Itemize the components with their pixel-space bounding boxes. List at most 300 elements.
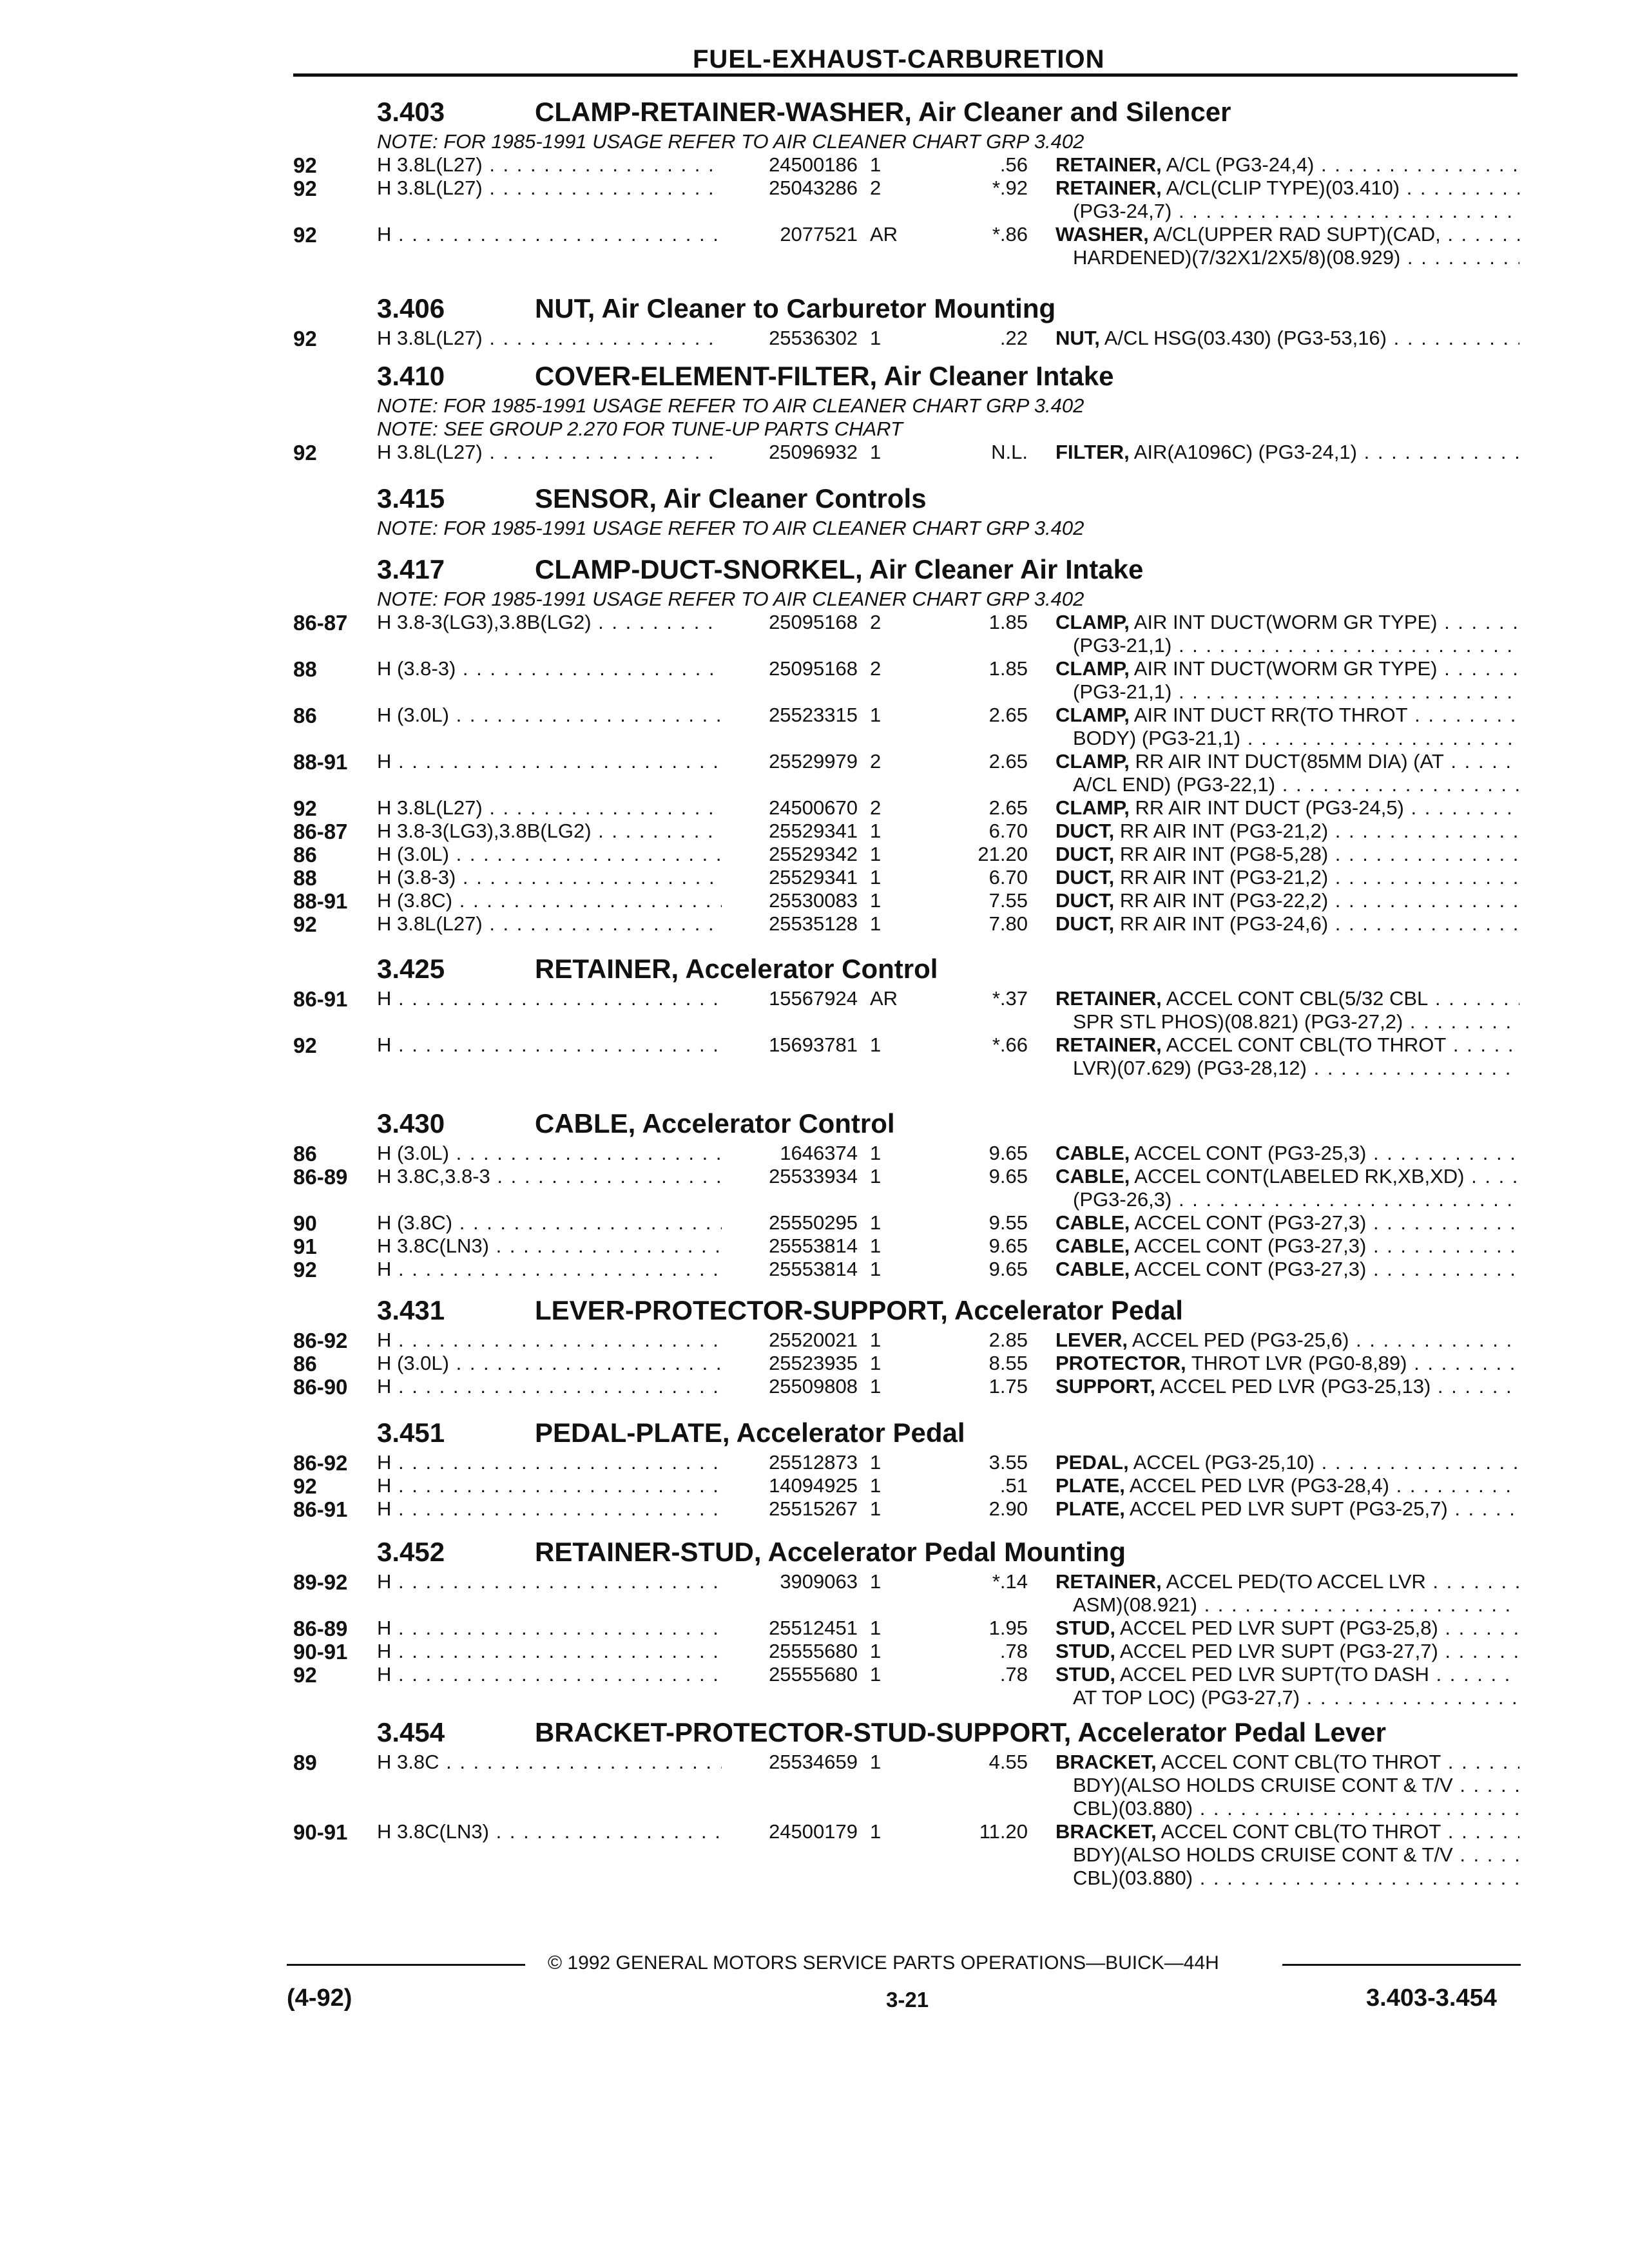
quantity: 1 [870,1142,882,1164]
part-description [1055,750,1519,773]
quantity: 1 [870,1375,882,1398]
price: *.86 [992,223,1028,245]
section-title: CLAMP-RETAINER-WASHER, Air Cleaner and Silencer [535,97,1231,127]
part-description-cont: AT TOP LOC) (PG3-27,7) . . . [1073,1686,1519,1709]
part-number: 25530083 [722,889,858,912]
part-row [0,820,1629,843]
part-name: CLAMP, [1055,611,1130,633]
part-description-cont: BODY) (PG3-21,1) . . . [1073,727,1519,750]
part-description [1055,611,1519,634]
part-name: SUPPORT, [1055,1375,1156,1398]
section-number: 3.454 [377,1717,445,1747]
price: *.92 [992,177,1028,199]
quantity: 1 [870,1820,882,1843]
part-detail: AIR INT DUCT(WORM GR TYPE) [1129,657,1438,680]
part-description [1055,1451,1519,1474]
model-year: 86-91 [293,987,348,1011]
price: *.66 [992,1033,1028,1056]
part-number: 25553814 [722,1235,858,1258]
model-code: H (3.8C) . . . [377,1211,725,1235]
quantity: 1 [870,327,882,349]
part-description [1055,912,1519,936]
part-detail: ACCEL CONT (PG3-27,3) [1130,1258,1367,1280]
part-detail: ACCEL PED LVR SUPT (PG3-27,7) [1115,1640,1438,1662]
model-year: 92 [293,1663,317,1687]
price: 11.20 [979,1820,1028,1843]
part-detail: ACCEL CONT CBL(TO THROT [1161,1033,1447,1056]
footer-rule-left [287,1964,525,1966]
model-year: 86 [293,704,317,727]
section-number: 3.452 [377,1537,445,1567]
model-code: H (3.0L) . . . [377,704,725,727]
price: 2.85 [988,1329,1028,1351]
model-year: 92 [293,912,317,936]
model-year: 86-89 [293,1165,348,1189]
model-year: 86 [293,1142,317,1166]
section-number: 3.403 [377,97,445,127]
part-row-continuation [0,680,1629,704]
section-title: BRACKET-PROTECTOR-STUD-SUPPORT, Accelerator Pedal Lever [535,1717,1386,1747]
part-number: 24500186 [722,153,858,177]
part-row-continuation [0,1686,1629,1709]
quantity: 1 [870,1640,882,1662]
part-detail: RR AIR INT DUCT(85MM DIA) (AT [1129,750,1444,773]
price: 1.85 [988,657,1028,680]
part-name: PROTECTOR, [1055,1352,1186,1374]
model-code: H . . . [377,1258,725,1281]
model-code: H . . . [377,1451,725,1474]
part-detail: AIR(A1096C) (PG3-24,1) [1129,441,1357,463]
part-detail: ACCEL CONT (PG3-27,3) [1130,1235,1367,1257]
model-code: H . . . [377,223,725,246]
section-title: COVER-ELEMENT-FILTER, Air Cleaner Intake [535,361,1114,391]
part-description-cont: (PG3-21,1) . . . [1073,680,1519,704]
part-row [0,1474,1629,1497]
part-name: CABLE, [1055,1258,1130,1280]
footer-rule-right [1282,1964,1521,1966]
section-number: 3.406 [377,293,445,323]
price: 1.75 [988,1375,1028,1398]
part-number: 25529342 [722,843,858,866]
part-name: STUD, [1055,1640,1115,1662]
part-row [0,704,1629,727]
part-description [1055,1235,1519,1258]
part-row [0,611,1629,634]
model-code: H . . . [377,1640,725,1663]
quantity: 1 [870,843,882,865]
part-detail: A/CL (PG3-24,4) [1161,153,1315,176]
part-row [0,889,1629,912]
part-number: 25512451 [722,1617,858,1640]
part-detail: ACCEL PED LVR SUPT (PG3-25,7) [1124,1497,1448,1520]
price: 6.70 [988,866,1028,889]
part-row [0,1352,1629,1375]
part-row [0,153,1629,177]
model-year: 90-91 [293,1640,348,1664]
model-year: 88 [293,657,317,681]
part-row-continuation [0,246,1629,269]
part-name: CABLE, [1055,1235,1130,1257]
part-detail: ACCEL CONT CBL(5/32 CBL [1161,987,1429,1010]
model-code: H (3.0L) . . . [377,1142,725,1165]
price: 2.65 [988,796,1028,819]
model-year: 92 [293,177,317,200]
part-detail: ACCEL CONT (PG3-25,3) [1130,1142,1367,1164]
quantity: 1 [870,1258,882,1280]
model-year: 88-91 [293,750,348,774]
model-code: H 3.8L(L27) . . . [377,796,725,820]
part-description-cont: CBL)(03.880) . . . [1073,1867,1519,1890]
part-description-cont: SPR STL PHOS)(08.821) (PG3-27,2) . . . [1073,1010,1519,1033]
part-number: 25515267 [722,1497,858,1521]
section-title: NUT, Air Cleaner to Carburetor Mounting [535,293,1056,323]
quantity: AR [870,987,898,1010]
part-detail: ACCEL PED LVR SUPT (PG3-25,8) [1115,1617,1438,1639]
part-description-cont: LVR)(07.629) (PG3-28,12) . . . [1073,1057,1519,1080]
model-code: H (3.8-3) . . . [377,866,725,889]
part-description [1055,1570,1519,1593]
part-description [1055,1375,1519,1398]
part-name: STUD, [1055,1663,1115,1686]
section-title: CLAMP-DUCT-SNORKEL, Air Cleaner Air Intake [535,554,1144,584]
model-year: 92 [293,796,317,820]
price: 8.55 [988,1352,1028,1374]
part-number: 25550295 [722,1211,858,1235]
part-description [1055,153,1519,177]
part-name: PLATE, [1055,1474,1125,1497]
model-code: H (3.8C) . . . [377,889,725,912]
price: 6.70 [988,820,1028,842]
part-description [1055,1142,1519,1165]
section-note: NOTE: FOR 1985-1991 USAGE REFER TO AIR CLEANER CHART GRP 3.402 [377,588,1084,610]
part-number: 25553814 [722,1258,858,1281]
model-code: H 3.8C(LN3) . . . [377,1820,725,1843]
part-detail: THROT LVR (PG0-8,89) [1186,1352,1407,1374]
price: 1.85 [988,611,1028,633]
part-row-continuation [0,773,1629,796]
part-number: 15693781 [722,1033,858,1057]
part-row [0,1451,1629,1474]
model-year: 92 [293,1258,317,1282]
part-name: RETAINER, [1055,987,1162,1010]
section-number: 3.425 [377,954,445,984]
price: 9.65 [988,1142,1028,1164]
part-row-continuation [0,1774,1629,1797]
price: .56 [999,153,1028,176]
part-name: DUCT, [1055,843,1115,865]
quantity: 1 [870,1497,882,1520]
quantity: 1 [870,441,882,463]
model-year: 86-92 [293,1329,348,1352]
section-note: NOTE: FOR 1985-1991 USAGE REFER TO AIR CLEANER CHART GRP 3.402 [377,394,1084,417]
part-number: 1646374 [722,1142,858,1165]
part-number: 25509808 [722,1375,858,1398]
part-detail: ACCEL PED LVR SUPT(TO DASH [1115,1663,1429,1686]
part-name: DUCT, [1055,866,1115,889]
section-number: 3.430 [377,1108,445,1139]
quantity: 2 [870,796,882,819]
part-number: 15567924 [722,987,858,1010]
model-year: 86 [293,1352,317,1376]
part-row [0,223,1629,246]
price: 2.65 [988,750,1028,773]
part-description [1055,820,1519,843]
model-code: H . . . [377,1497,725,1521]
price: .51 [999,1474,1028,1497]
part-name: CABLE, [1055,1211,1130,1234]
part-row-continuation [0,1843,1629,1867]
part-number: 25555680 [722,1640,858,1663]
model-year: 86-92 [293,1451,348,1475]
model-code: H . . . [377,987,725,1010]
quantity: 1 [870,866,882,889]
part-name: BRACKET, [1055,1751,1157,1773]
model-code: H 3.8C,3.8-3 . . . [377,1165,725,1188]
section-number: 3.417 [377,554,445,584]
price: .78 [999,1663,1028,1686]
model-year: 92 [293,1033,317,1057]
model-code: H . . . [377,1570,725,1593]
quantity: 1 [870,1751,882,1773]
part-detail: RR AIR INT (PG3-21,2) [1114,866,1329,889]
part-row [0,1497,1629,1521]
price: 2.65 [988,704,1028,726]
part-detail: A/CL(CLIP TYPE)(03.410) [1161,177,1400,199]
model-code: H 3.8L(L27) . . . [377,327,725,350]
section-title: RETAINER-STUD, Accelerator Pedal Mounting [535,1537,1126,1567]
model-year: 88 [293,866,317,890]
part-name: RETAINER, [1055,153,1162,176]
part-name: FILTER, [1055,441,1130,463]
part-description [1055,796,1519,820]
model-code: H . . . [377,1375,725,1398]
quantity: 1 [870,704,882,726]
part-name: RETAINER, [1055,1033,1162,1056]
model-code: H 3.8C(LN3) . . . [377,1235,725,1258]
part-description [1055,177,1519,200]
part-name: RETAINER, [1055,177,1162,199]
section-title: LEVER-PROTECTOR-SUPPORT, Accelerator Pedal [535,1295,1183,1325]
part-detail: RR AIR INT (PG8-5,28) [1114,843,1329,865]
price: 9.65 [988,1258,1028,1280]
part-row [0,1640,1629,1663]
model-code: H 3.8L(L27) . . . [377,912,725,936]
part-detail: RR AIR INT (PG3-22,2) [1114,889,1329,912]
part-description [1055,1211,1519,1235]
part-description [1055,1352,1519,1375]
model-year: 90-91 [293,1820,348,1844]
model-code: H . . . [377,1033,725,1057]
model-year: 92 [293,1474,317,1498]
part-row [0,1617,1629,1640]
part-number: 25555680 [722,1663,858,1686]
part-description [1055,704,1519,727]
part-description [1055,1820,1519,1843]
part-row-continuation [0,634,1629,657]
model-code: H 3.8L(L27) . . . [377,441,725,464]
page-header-title: FUEL-EXHAUST-CARBURETION [693,45,1105,73]
quantity: 2 [870,611,882,633]
part-name: LEVER, [1055,1329,1128,1351]
quantity: 1 [870,1663,882,1686]
part-row [0,1235,1629,1258]
part-description [1055,327,1519,350]
model-code: H . . . [377,1474,725,1497]
part-name: RETAINER, [1055,1570,1162,1593]
part-detail: ACCEL PED LVR (PG3-25,13) [1155,1375,1431,1398]
part-name: CLAMP, [1055,704,1130,726]
model-code: H 3.8-3(LG3),3.8B(LG2) . . . [377,820,725,843]
part-description [1055,223,1519,246]
price: 2.90 [988,1497,1028,1520]
quantity: 1 [870,1474,882,1497]
part-number: 2077521 [722,223,858,246]
quantity: 2 [870,177,882,199]
part-row [0,441,1629,464]
part-name: CLAMP, [1055,750,1130,773]
part-number: 24500670 [722,796,858,820]
price: 7.80 [988,912,1028,935]
part-number: 25523315 [722,704,858,727]
price: 3.55 [988,1451,1028,1474]
part-row [0,1751,1629,1774]
price: 1.95 [988,1617,1028,1639]
part-name: BRACKET, [1055,1820,1157,1843]
model-year: 90 [293,1211,317,1235]
model-code: H 3.8L(L27) . . . [377,177,725,200]
part-description-cont: HARDENED)(7/32X1/2X5/8)(08.929) . . . [1073,246,1519,269]
model-year: 86 [293,843,317,867]
part-number: 25523935 [722,1352,858,1375]
model-code: H . . . [377,1617,725,1640]
part-row [0,796,1629,820]
quantity: 1 [870,1329,882,1351]
part-row-continuation [0,1188,1629,1211]
part-description-cont: ASM)(08.921) . . . [1073,1593,1519,1617]
section-number: 3.410 [377,361,445,391]
model-year: 92 [293,441,317,465]
part-row [0,1211,1629,1235]
part-name: DUCT, [1055,912,1115,935]
part-row [0,1258,1629,1281]
part-row-continuation [0,1057,1629,1080]
part-row [0,177,1629,200]
price: *.14 [992,1570,1028,1593]
part-description [1055,843,1519,866]
part-number: 25534659 [722,1751,858,1774]
model-year: 86-87 [293,611,348,635]
part-description [1055,987,1519,1010]
header-rule [293,73,1518,77]
part-description [1055,1258,1519,1281]
part-name: CABLE, [1055,1165,1130,1187]
section-title: PEDAL-PLATE, Accelerator Pedal [535,1418,965,1448]
price: .78 [999,1640,1028,1662]
part-number: 25043286 [722,177,858,200]
part-row [0,657,1629,680]
part-row [0,843,1629,866]
quantity: 1 [870,820,882,842]
part-name: CLAMP, [1055,657,1130,680]
model-code: H 3.8C . . . [377,1751,725,1774]
part-description [1055,889,1519,912]
part-number: 25520021 [722,1329,858,1352]
section-title: RETAINER, Accelerator Control [535,954,938,984]
part-number: 25529341 [722,820,858,843]
model-code: H . . . [377,1663,725,1686]
part-description-cont: (PG3-26,3) . . . [1073,1188,1519,1211]
section-title: SENSOR, Air Cleaner Controls [535,483,927,514]
part-name: DUCT, [1055,820,1115,842]
model-year: 86-91 [293,1497,348,1521]
part-description-cont: (PG3-24,7) . . . [1073,200,1519,223]
quantity: 1 [870,1211,882,1234]
part-row [0,866,1629,889]
part-detail: RR AIR INT (PG3-24,6) [1114,912,1329,935]
part-row [0,912,1629,936]
part-detail: ACCEL PED (PG3-25,6) [1127,1329,1349,1351]
part-number: 3909063 [722,1570,858,1593]
part-detail: ACCEL (PG3-25,10) [1128,1451,1315,1474]
price: 9.55 [988,1211,1028,1234]
part-detail: ACCEL CONT (PG3-27,3) [1130,1211,1367,1234]
part-description [1055,1751,1519,1774]
model-year: 92 [293,153,317,177]
part-description [1055,866,1519,889]
part-name: CLAMP, [1055,796,1130,819]
price: 9.65 [988,1235,1028,1257]
part-description [1055,441,1519,464]
section-title: CABLE, Accelerator Control [535,1108,895,1139]
part-row [0,1820,1629,1843]
part-description [1055,1497,1519,1521]
quantity: AR [870,223,898,245]
price: 7.55 [988,889,1028,912]
part-description-cont: A/CL END) (PG3-22,1) . . . [1073,773,1519,796]
part-row [0,987,1629,1010]
part-name: PEDAL, [1055,1451,1129,1474]
part-description-cont: BDY)(ALSO HOLDS CRUISE CONT & T/V . . . [1073,1774,1519,1797]
quantity: 1 [870,912,882,935]
part-detail: RR AIR INT DUCT (PG3-24,5) [1129,796,1404,819]
model-year: 89 [293,1751,317,1774]
model-year: 92 [293,327,317,351]
footer-date: (4-92) [287,1984,352,2012]
section-number: 3.415 [377,483,445,514]
model-code: H . . . [377,750,725,773]
part-name: DUCT, [1055,889,1115,912]
part-description-cont: BDY)(ALSO HOLDS CRUISE CONT & T/V . . . [1073,1843,1519,1867]
model-code: H 3.8-3(LG3),3.8B(LG2) . . . [377,611,725,634]
quantity: 1 [870,1451,882,1474]
part-name: CABLE, [1055,1142,1130,1164]
quantity: 1 [870,889,882,912]
part-detail: ACCEL CONT CBL(TO THROT [1156,1751,1441,1773]
quantity: 1 [870,153,882,176]
part-description [1055,1617,1519,1640]
part-description [1055,1165,1519,1188]
part-row [0,750,1629,773]
part-detail: AIR INT DUCT(WORM GR TYPE) [1129,611,1438,633]
model-code: H 3.8L(L27) . . . [377,153,725,177]
part-number: 25095168 [722,611,858,634]
part-description [1055,657,1519,680]
model-year: 88-91 [293,889,348,913]
quantity: 1 [870,1033,882,1056]
part-number: 25096932 [722,441,858,464]
quantity: 1 [870,1617,882,1639]
part-number: 25529341 [722,866,858,889]
